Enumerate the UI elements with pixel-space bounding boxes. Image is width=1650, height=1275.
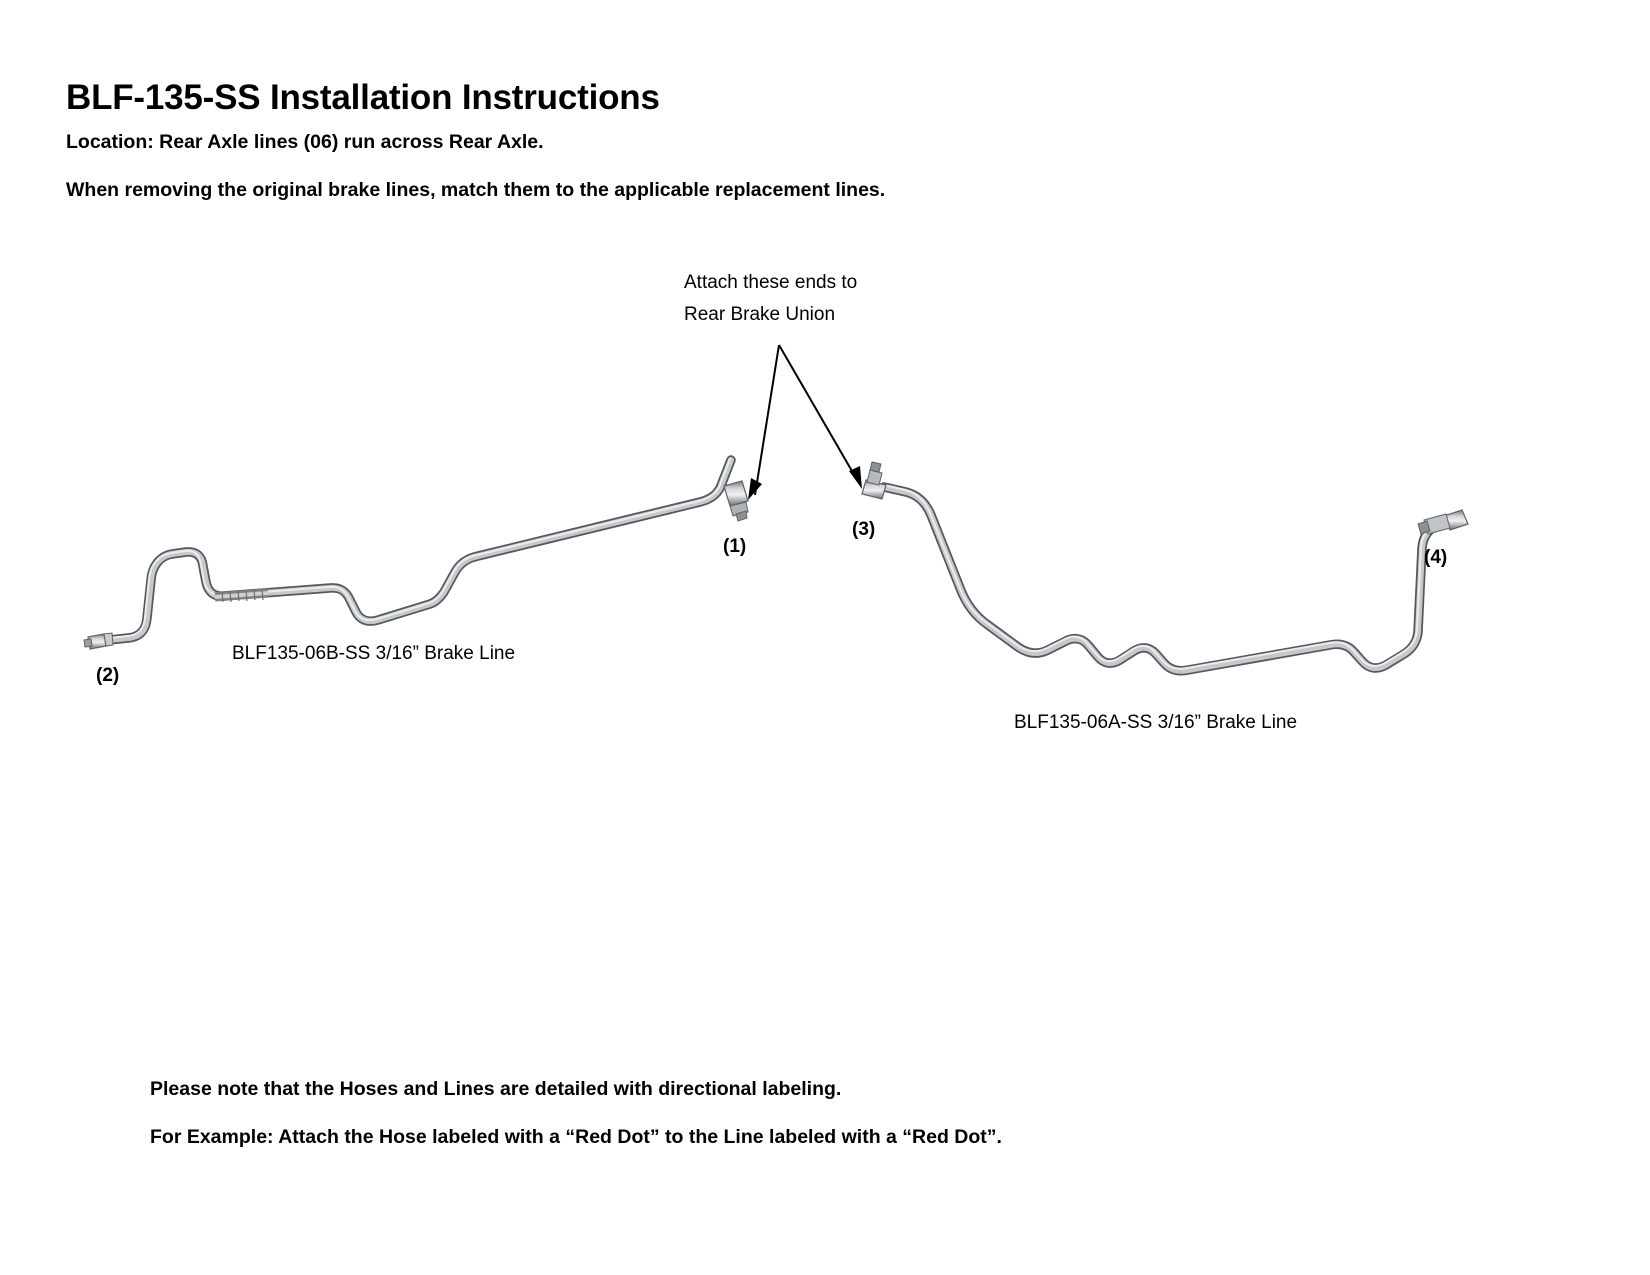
marker-1: (1)	[723, 536, 747, 557]
footnote-note: Please note that the Hoses and Lines are detailed with directional labeling.	[150, 1078, 842, 1100]
right-brake-line-tube	[862, 462, 1468, 671]
left-brake-line-tube	[84, 459, 748, 649]
footnote-example: For Example: Attach the Hose labeled with a “Red Dot” to the Line labeled with a “Red Dot”.	[150, 1126, 1002, 1148]
fitting-4	[1418, 510, 1468, 534]
callout-arrows	[748, 345, 862, 500]
page-title: BLF-135-SS Installation Instructions	[66, 78, 660, 117]
left-line-part-label: BLF135-06B-SS 3/16” Brake Line	[232, 643, 516, 664]
fitting-3	[862, 462, 886, 499]
marker-4: (4)	[1424, 547, 1448, 568]
attach-callout-line1: Attach these ends to	[684, 272, 858, 293]
match-note: When removing the original brake lines, match them to the applicable replacement lines.	[66, 179, 886, 201]
fitting-1	[724, 481, 748, 521]
fitting-2	[84, 633, 113, 649]
marker-3: (3)	[852, 519, 876, 540]
marker-2: (2)	[96, 665, 120, 686]
attach-callout	[684, 267, 857, 331]
location-note: Location: Rear Axle lines (06) run across Rear Axle.	[66, 131, 544, 153]
right-line-part-label: BLF135-06A-SS 3/16” Brake Line	[1014, 712, 1298, 733]
attach-callout-line2: Rear Brake Union	[684, 304, 836, 325]
